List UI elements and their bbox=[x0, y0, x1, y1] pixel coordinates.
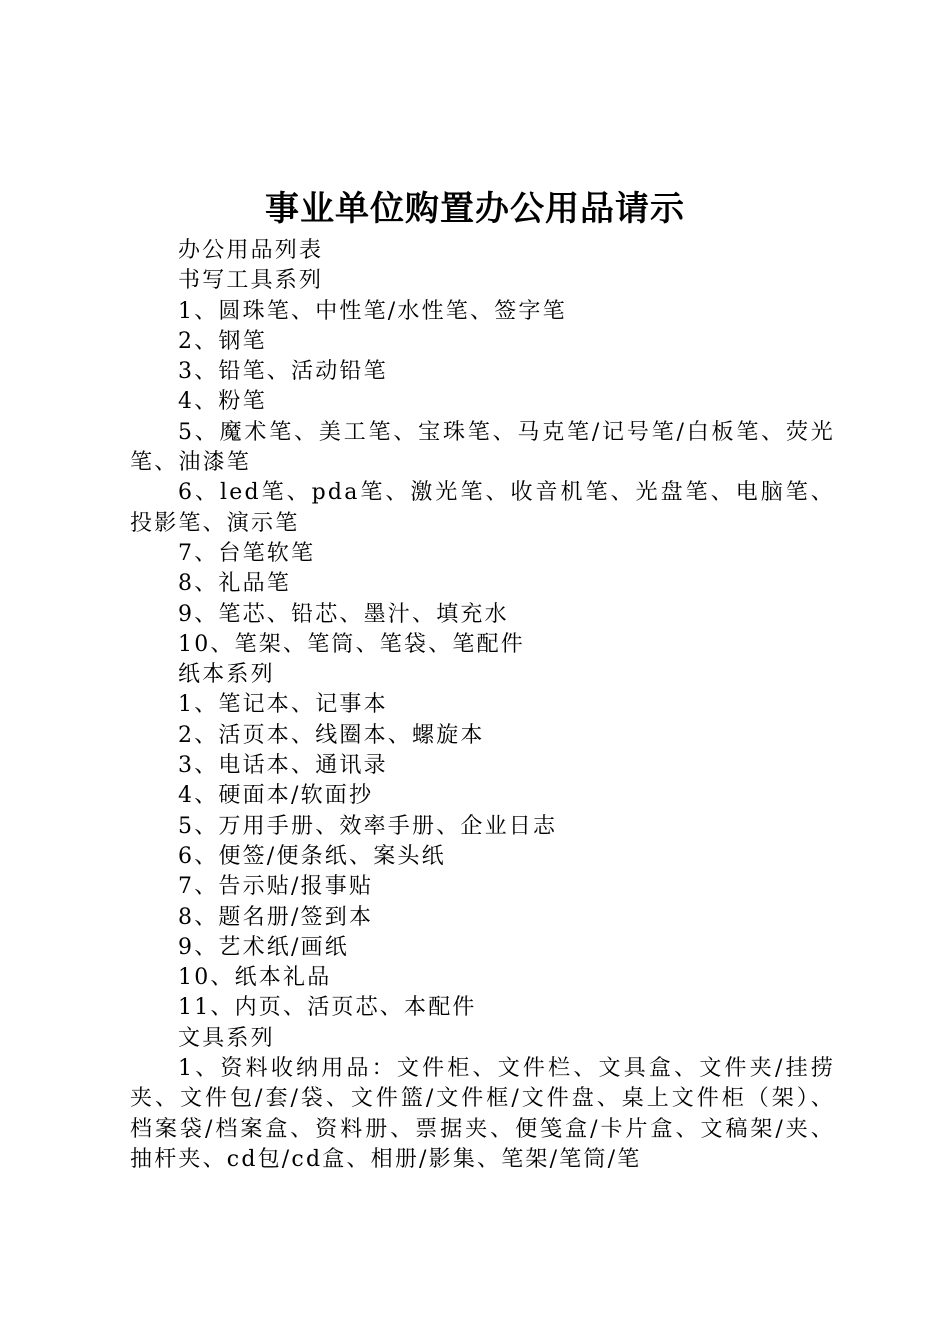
list-item: 2、钢笔 bbox=[178, 328, 267, 354]
list-item: 8、礼品笔 bbox=[178, 571, 291, 597]
list-item: 6、便签/便条纸、案头纸 bbox=[178, 843, 446, 869]
list-item: 1、圆珠笔、中性笔/水性笔、签字笔 bbox=[178, 298, 567, 324]
list-item: 9、笔芯、铅芯、墨汁、填充水 bbox=[178, 601, 509, 627]
section-heading-stationery: 文具系列 bbox=[178, 1025, 275, 1051]
list-item: 6、led笔、pda笔、激光笔、收音机笔、光盘笔、电脑笔、投影笔、演示笔 bbox=[130, 480, 835, 536]
list-item: 10、笔架、笔筒、笔袋、笔配件 bbox=[178, 631, 525, 657]
list-item: 4、粉笔 bbox=[178, 389, 267, 415]
list-item: 7、告示贴/报事贴 bbox=[178, 874, 374, 900]
list-item: 7、台笔软笔 bbox=[178, 540, 316, 566]
section-heading-paper: 纸本系列 bbox=[178, 662, 275, 688]
list-item: 1、笔记本、记事本 bbox=[178, 692, 388, 718]
list-item: 8、题名册/签到本 bbox=[178, 904, 374, 930]
document-title: 事业单位购置办公用品请示 bbox=[265, 189, 685, 229]
section-heading-writing-tools: 书写工具系列 bbox=[178, 268, 324, 294]
list-item: 10、纸本礼品 bbox=[178, 965, 332, 991]
list-item: 9、艺术纸/画纸 bbox=[178, 934, 350, 960]
list-item: 1、资料收纳用品：文件柜、文件栏、文具盒、文件夹/挂捞夹、文件包/套/袋、文件篮/文件框/文件盘、桌上文件柜（架）、档案袋/档案盒、资料册、票据夹、便笺盒/卡片盒、文稿架/夹、抽杆夹、cd包/cd盒、相册/影集、笔架/笔筒/笔 bbox=[130, 1056, 835, 1172]
list-item: 11、内页、活页芯、本配件 bbox=[178, 995, 477, 1021]
heading-office-supplies-list: 办公用品列表 bbox=[178, 238, 324, 263]
list-item: 4、硬面本/软面抄 bbox=[178, 783, 374, 809]
list-item: 5、万用手册、效率手册、企业日志 bbox=[178, 813, 558, 839]
list-item: 2、活页本、线圈本、螺旋本 bbox=[178, 722, 485, 748]
list-item: 3、电话本、通讯录 bbox=[178, 753, 388, 779]
list-item: 5、魔术笔、美工笔、宝珠笔、马克笔/记号笔/白板笔、荧光笔、油漆笔 bbox=[130, 419, 835, 476]
list-item: 3、铅笔、活动铅笔 bbox=[178, 359, 388, 385]
document-body bbox=[130, 236, 835, 1175]
